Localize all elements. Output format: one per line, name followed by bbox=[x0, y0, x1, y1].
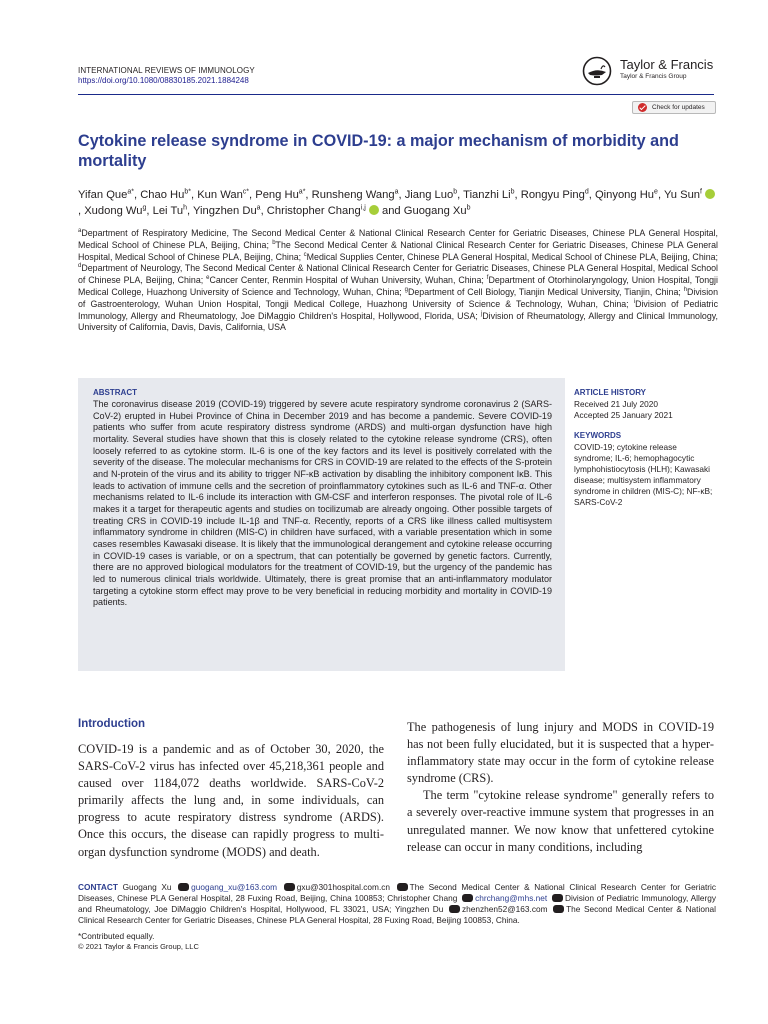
author-name[interactable]: Xudong Wu bbox=[84, 205, 143, 217]
affiliation-text: Medical Supplies Center, Chinese PLA General Hospital, Medical School of Chinese PLA, Beijing, China; bbox=[306, 251, 718, 262]
affiliation-mark: d bbox=[78, 263, 82, 270]
email-link[interactable]: zhenzhen52@163.com bbox=[462, 904, 548, 914]
doi-link[interactable]: https://doi.org/10.1080/08830185.2021.1884248 bbox=[78, 76, 249, 85]
affiliation-mark: g bbox=[404, 287, 408, 294]
author-name[interactable]: Jiang Luo bbox=[404, 189, 454, 201]
contact-name: Christopher Chang bbox=[387, 893, 458, 903]
abstract-heading: ABSTRACT bbox=[93, 388, 137, 397]
check-update-icon bbox=[638, 103, 647, 112]
check-updates-label: Check for updates bbox=[652, 104, 705, 111]
author-name[interactable]: Kun Wan bbox=[197, 189, 243, 201]
copyright-notice: © 2021 Taylor & Francis Group, LLC bbox=[78, 942, 199, 951]
author-name[interactable]: Peng Hu bbox=[255, 189, 299, 201]
author-affiliation-mark: a bbox=[256, 204, 261, 212]
header-rule bbox=[78, 94, 714, 95]
email-icon bbox=[284, 883, 295, 891]
author-name[interactable]: Runsheng Wang bbox=[311, 189, 395, 201]
affiliation-mark: i bbox=[633, 298, 636, 305]
check-updates-button[interactable] bbox=[632, 101, 716, 114]
author-name[interactable]: Qinyong Hu bbox=[594, 189, 655, 201]
introduction-paragraph: The pathogenesis of lung injury and MODS in COVID-19 has not been fully elucidated, but it is suspected that a hyper-inflammatory state may occur in the form of cytokine release syndrome (CRS). bbox=[407, 720, 714, 786]
affiliation-text: The Second Medical Center & National Clinical Research Center for Geriatric Diseases, Chinese PLA General Hospital, Medical School of Chinese PLA, Beijing, China; bbox=[78, 239, 718, 262]
introduction-column-right bbox=[407, 719, 714, 856]
journal-name: INTERNATIONAL REVIEWS OF IMMUNOLOGY bbox=[78, 66, 255, 75]
contact-address: The Second Medical Center & National Clinical Research Center for Geriatric Diseases, Chinese PLA General Hospital, 28 Fuxing Road, Beijing, China 100853; bbox=[78, 882, 717, 903]
contact-label: CONTACT bbox=[78, 882, 118, 892]
contributed-equally-note: *Contributed equally. bbox=[78, 931, 155, 941]
author-affiliation-mark: a* bbox=[298, 188, 306, 196]
affiliation-mark: j bbox=[480, 310, 483, 317]
affiliation-text: Department of Respiratory Medicine, The Second Medical Center & National Clinical Research Center for Geriatric Diseases, Chinese PLA General Hospital, Medical School of Chinese PLA, Beijing, China; bbox=[78, 228, 718, 250]
contact-address: Division of Pediatric Immunology, Allergy and Rheumatology, Joe DiMaggio Children's Hospital, Hollywood, FL 33021, USA; bbox=[78, 893, 716, 914]
contact-name: Guogang Xu bbox=[122, 882, 172, 892]
affiliation-mark: a bbox=[78, 228, 82, 235]
email-link[interactable]: chrchang@mhs.net bbox=[475, 893, 548, 903]
author-name[interactable]: Yifan Que bbox=[78, 189, 128, 201]
affiliation-text: Cancer Center, Renmin Hospital of Wuhan University, Wuhan, China; bbox=[209, 275, 487, 286]
address-icon bbox=[397, 883, 408, 891]
keywords-heading: KEYWORDS bbox=[574, 431, 622, 440]
article-history-heading: ARTICLE HISTORY bbox=[574, 388, 647, 397]
affiliation-text: Department of Neurology, The Second Medical Center & National Clinical Research Center for Geriatric Diseases, Chinese PLA General Hospital, Medical School of Chinese PLA, Beijing, China; bbox=[78, 263, 718, 286]
affiliations bbox=[78, 228, 718, 334]
abstract-text: The coronavirus disease 2019 (COVID-19) triggered by severe acute respiratory syndrome coronavirus 2 (SARS-CoV-2) erupted in Hubei Province of China in December 2019 and has become a pandemic. Severe COVID-19 patients who suffer from acute respiratory distress syndrome (ARDS) and multi-organ dysfunction have high mortality. Several studies have shown that this is closely related to the cytokine release syndrome (CRS), often loosely referred to as cytokine storm. IL-6 is one of the key factors and its level is positively correlated with the severity of the disease. The molecular mechanisms for CRS in COVID-19 are related to the effects of the S-protein and N-protein of the virus and its ability to trigger NF-κB activation by disabling the inhibitory component IκB. This leads to activation of immune cells and the secretion of proinflammatory cytokines such as IL-6 and TNF-α. Other mechanisms related to IL-6 include its interaction with GM-CSF and interferon responses. The pivotal role of IL-6 makes it a target for therapeutic agents and studies on tocilizumab are already ongoing. Other possible targets of treating CRS in COVID-19 include IL-1β and TNF-α. Recently, reports of a CRS like illness called multisystem inflammatory syndrome in children (MIS-C) in children have surfaced, with a variable presentation which in some cases resembles Kawasaki disease. It is likely that the immunological derangement and cytokine release occurring in COVID-19 cases is variable, or on a spectrum, that can potentially be governed by genetic factors. Currently, there are no approved biological modulators for the treatment of COVID-19, but the urgency of the pandemic has led to numerous clinical trials worldwide. Ultimately, there is great promise that an anti-inflammatory modulator targeting a cytokine storm effect may prove to be very beneficial in reducing morbidity and mortality in COVID-19 patients. bbox=[93, 399, 552, 608]
author-name[interactable]: Yingzhen Du bbox=[193, 205, 257, 217]
author-affiliation-mark: a* bbox=[127, 188, 134, 196]
journal-header bbox=[78, 66, 255, 86]
author-affiliation-mark: a bbox=[394, 188, 399, 196]
affiliation-text: Department of Otorhinolaryngology, Union Hospital, Tongji Medical College, Huazhong University of Science and Technology, Wuhan, China; bbox=[78, 275, 718, 297]
affiliation-mark: b bbox=[272, 239, 276, 246]
author-affiliation-mark: i,j bbox=[360, 204, 366, 212]
author-affiliation-mark: f bbox=[700, 188, 702, 196]
author-name[interactable]: Tianzhi Li bbox=[463, 189, 511, 201]
affiliation-mark: f bbox=[486, 275, 489, 282]
author-list: Yifan Que$^{a*}$, Chao $Hu^{b*}$, Kun Wan$^{c*}$, Peng $Hu^{a*}$, Runsheng Wang$^a$, Jiang Luo$^b$, Tianzhi Li$^b$, Rongyu Ping$^d$, Qinyong Hu$^e$, Yu Sun$^f$ , Xudong Wu$^g$, Lei Tu$^h$, Yingzhen Du$^a$, Christopher Chang$^{i,j}$ and Guogang Xu$^b$ bbox=[78, 187, 718, 219]
author-name[interactable]: Guogang Xu bbox=[403, 205, 467, 217]
publisher-group: Taylor & Francis Group bbox=[620, 73, 687, 80]
orcid-icon[interactable] bbox=[369, 205, 379, 215]
introduction-paragraph: The term "cytokine release syndrome" generally refers to a severely over-reactive immune system that progresses in an unregulated manner. We now know that unfettered cytokine release can occur in many conditions, including bbox=[407, 788, 714, 854]
author-affiliation-mark: b bbox=[466, 204, 471, 212]
introduction-paragraph-left: COVID-19 is a pandemic and as of October 30, 2020, the SARS-CoV-2 virus has infected over 45,218,361 people and caused over 1184,072 deaths worldwide. SARS-CoV-2 primarily affects the lung and, in some individuals, can progress to acute respiratory distress syndrome (ARDS). Once this occurs, the disease can rapidly progress to multi-organ dysfunction syndrome (MODS) and death. bbox=[78, 742, 384, 859]
orcid-icon[interactable] bbox=[705, 189, 715, 199]
author-affiliation-mark: b bbox=[510, 188, 515, 196]
author-affiliation-mark: h bbox=[183, 204, 187, 212]
keywords-list: COVID-19; cytokine release syndrome; IL-6; hemophagocytic lymphohistiocytosis (HLH); Kawasaki disease; multisystem inflammatory syndrome in children (MIS-C); NF-κB; SARS-CoV-2 bbox=[574, 442, 713, 507]
lamp-emblem-icon bbox=[582, 56, 612, 86]
contact-footnote bbox=[78, 882, 716, 926]
publisher-logo bbox=[582, 56, 722, 86]
affiliation-mark: h bbox=[683, 287, 688, 294]
author-affiliation-mark: g bbox=[142, 204, 147, 212]
address-icon bbox=[553, 905, 564, 913]
author-affiliation-mark: b bbox=[453, 188, 458, 196]
introduction-heading: Introduction bbox=[78, 718, 146, 730]
article-title: Cytokine release syndrome in COVID-19: a major mechanism of morbidity and mortality bbox=[78, 132, 679, 170]
author-name[interactable]: Christopher Chang bbox=[266, 205, 361, 217]
contact-name: Yingzhen Du bbox=[394, 904, 444, 914]
author-name[interactable]: Chao Hu bbox=[140, 189, 185, 201]
contact-address: The Second Medical Center & National Clinical Research Center for Geriatric Diseases, Chinese PLA General Hospital, 28 Fuxing Road, Beijing 100853, China. bbox=[78, 904, 717, 925]
received-date: Received 21 July 2020 bbox=[574, 399, 658, 409]
email-icon bbox=[449, 905, 460, 913]
article-history bbox=[574, 399, 673, 421]
author-affiliation-mark: b* bbox=[184, 188, 191, 196]
author-name[interactable]: Lei Tu bbox=[152, 205, 184, 217]
author-name[interactable]: Rongyu Ping bbox=[520, 189, 585, 201]
address-icon bbox=[552, 894, 563, 902]
email-link[interactable]: guogang_xu@163.com bbox=[191, 882, 278, 892]
affiliation-mark: c bbox=[303, 251, 307, 258]
accepted-date: Accepted 25 January 2021 bbox=[574, 410, 673, 420]
affiliation-text: Division of Gastroenterology, Wuhan Union Hospital, Tongji Medical College, Huazhong University of Science & Technology, Wuhan, China; bbox=[78, 286, 718, 309]
author-affiliation-mark: c* bbox=[242, 188, 250, 196]
affiliation-mark: e bbox=[206, 275, 210, 282]
author-name[interactable]: Yu Sun bbox=[663, 189, 701, 201]
publisher-name: Taylor & Francis bbox=[620, 57, 714, 72]
email-link[interactable]: gxu@301hospital.com.cn bbox=[296, 882, 391, 892]
affiliation-text: Division of Pediatric Immunology, Allergy and Rheumatology, Joe DiMaggio Children's Hospital, Hollywood, Florida, USA; bbox=[78, 298, 718, 321]
affiliation-text: Division of Rheumatology, Allergy and Clinical Immunology, University of California, Davis, Davis, California, USA bbox=[78, 310, 718, 333]
email-icon bbox=[462, 894, 473, 902]
affiliation-text: Department of Cell Biology, Tianjin Medical University, Tianjin, China; bbox=[407, 286, 684, 297]
authors-and: and bbox=[381, 205, 401, 217]
author-affiliation-mark: d bbox=[584, 188, 589, 196]
author-affiliation-mark: e bbox=[654, 188, 658, 196]
email-icon bbox=[178, 883, 189, 891]
